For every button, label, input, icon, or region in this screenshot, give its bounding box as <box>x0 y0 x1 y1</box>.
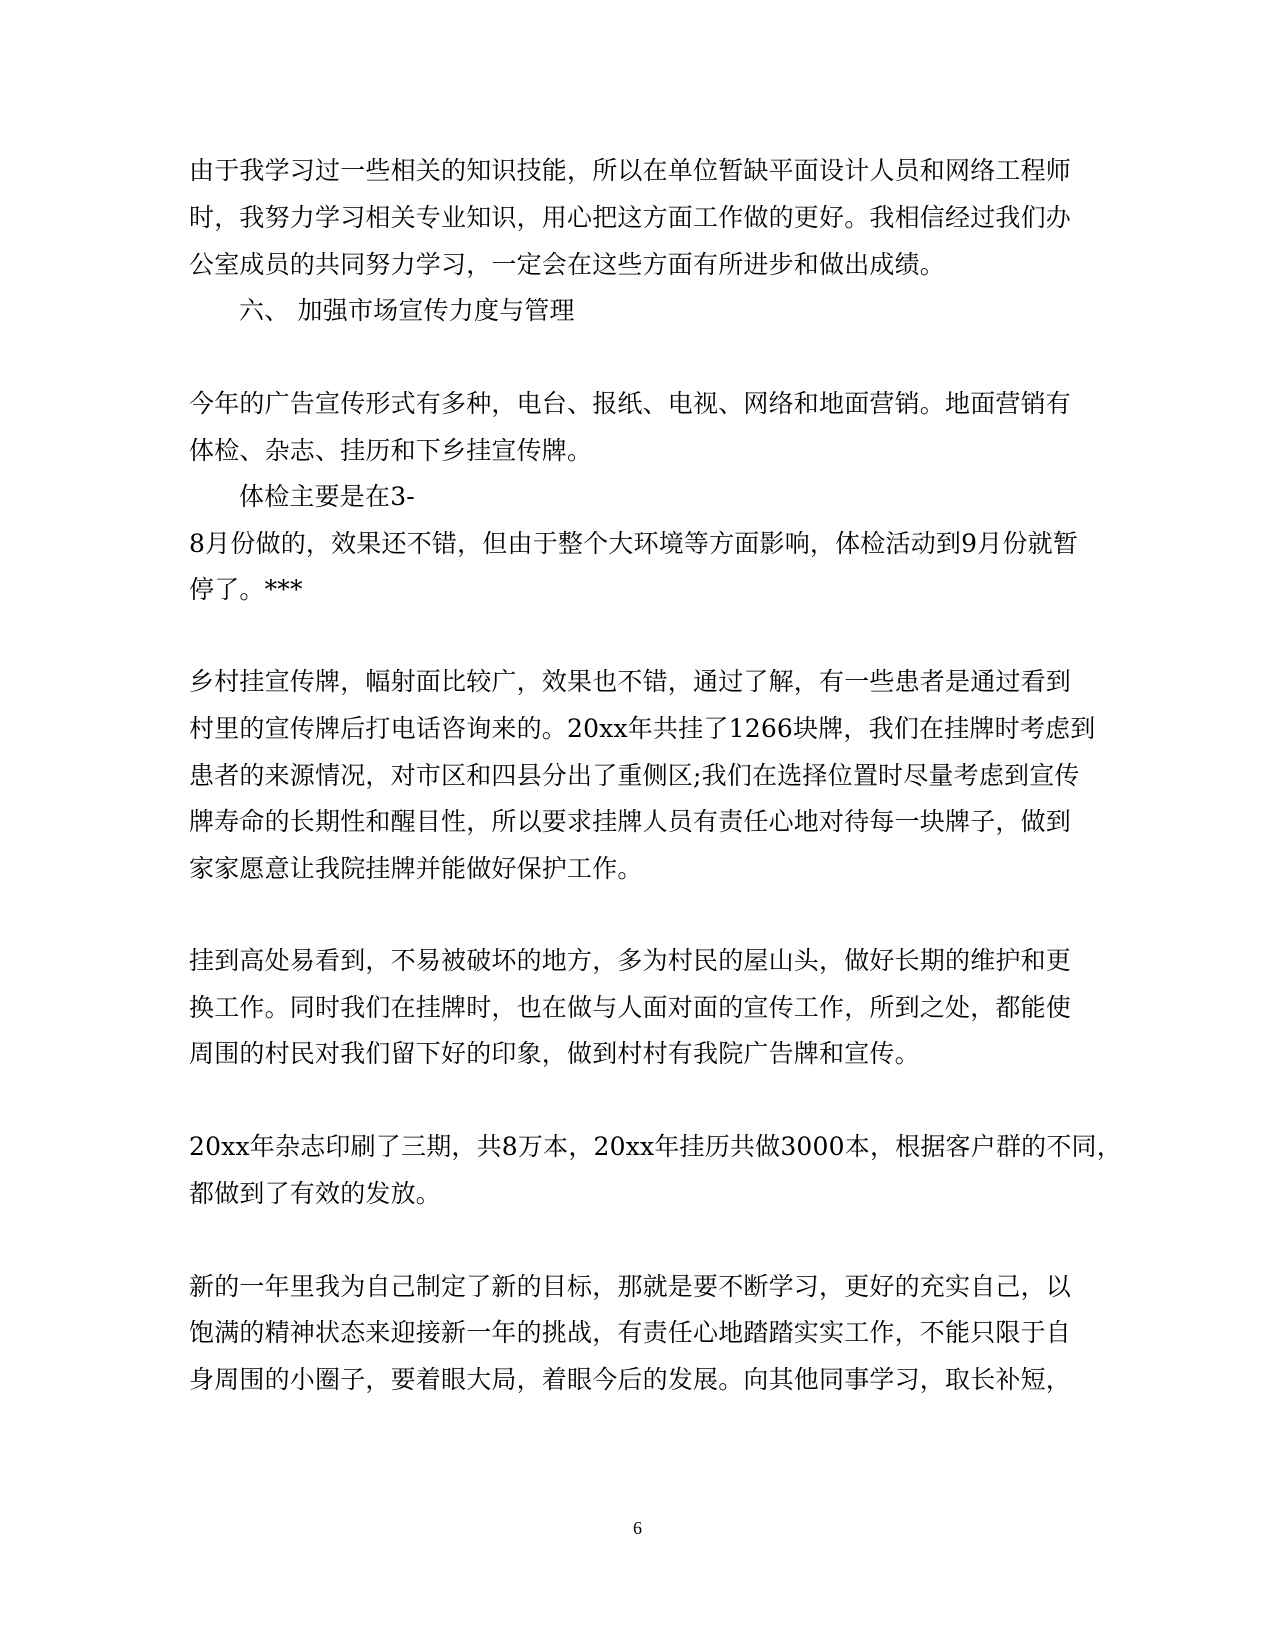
text-line: 挂到高处易看到，不易被破坏的地方，多为村民的屋山头，做好长期的维护和更 <box>189 946 1072 975</box>
text-line: 周围的村民对我们留下好的印象，做到村村有我院广告牌和宣传。 <box>189 1039 920 1068</box>
text-line: 换工作。同时我们在挂牌时，也在做与人面对面的宣传工作，所到之处，都能使 <box>189 993 1072 1022</box>
text-line: 饱满的精神状态来迎接新一年的挑战，有责任心地踏踏实实工作，不能只限于自 <box>189 1318 1072 1347</box>
text-line: 乡村挂宣传牌，幅射面比较广，效果也不错，通过了解，有一些患者是通过看到 <box>189 667 1072 696</box>
text-line: 新的一年里我为自己制定了新的目标，那就是要不断学习，更好的充实自己，以 <box>189 1272 1072 1301</box>
text-line: 牌寿命的长期性和醒目性，所以要求挂牌人员有责任心地对待每一块牌子，做到 <box>189 807 1072 836</box>
text-line: 村里的宣传牌后打电话咨询来的。20xx年共挂了1266块牌，我们在挂牌时考虑到 <box>189 714 1096 743</box>
text-line: 时，我努力学习相关专业知识，用心把这方面工作做的更好。我相信经过我们办 <box>189 203 1072 232</box>
text-line: 公室成员的共同努力学习，一定会在这些方面有所进步和做出成绩。 <box>189 250 946 279</box>
text-line: 体检主要是在3- <box>239 482 415 511</box>
text-line: 由于我学习过一些相关的知识技能，所以在单位暂缺平面设计人员和网络工程师 <box>189 156 1072 185</box>
text-line: 20xx年杂志印刷了三期，共8万本，20xx年挂历共做3000本，根据客户群的不同， <box>189 1132 1122 1161</box>
section-heading: 六、 加强市场宣传力度与管理 <box>239 296 575 325</box>
text-line: 都做到了有效的发放。 <box>189 1179 442 1208</box>
page-number: 6 <box>633 1518 642 1538</box>
text-line: 停了。*** <box>189 575 303 604</box>
text-line: 患者的来源情况，对市区和四县分出了重侧区;我们在选择位置时尽量考虑到宣传 <box>189 761 1080 790</box>
text-line: 体检、杂志、挂历和下乡挂宣传牌。 <box>189 436 593 465</box>
text-line: 8月份做的，效果还不错，但由于整个大环境等方面影响，体检活动到9月份就暂 <box>189 529 1079 558</box>
text-line: 身周围的小圈子，要着眼大局，着眼今后的发展。向其他同事学习，取长补短， <box>189 1365 1072 1394</box>
text-line: 今年的广告宣传形式有多种，电台、报纸、电视、网络和地面营销。地面营销有 <box>189 389 1072 418</box>
text-line: 家家愿意让我院挂牌并能做好保护工作。 <box>189 854 643 883</box>
